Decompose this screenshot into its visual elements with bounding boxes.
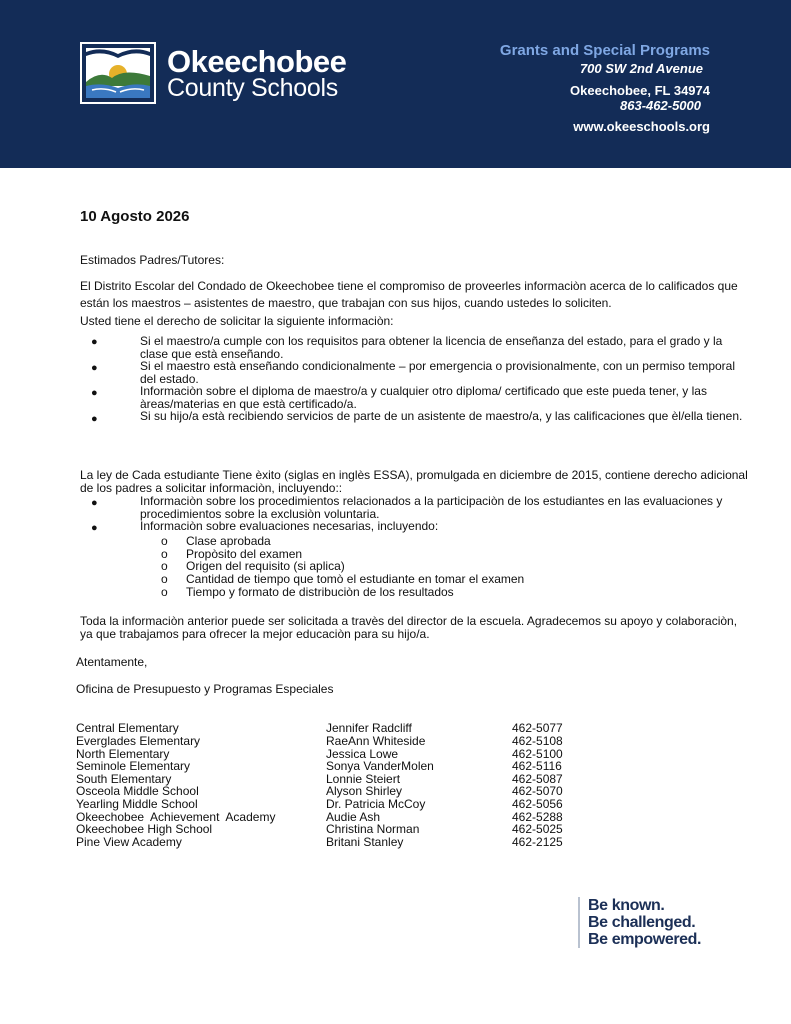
- contact-phone: 462-5288: [512, 810, 563, 824]
- school-name: Yearling Middle School: [76, 797, 198, 811]
- sub-list-item: Origen del requisito (si aplica): [186, 559, 345, 573]
- sub-list-item: Propòsito del examen: [186, 547, 303, 561]
- bullet-icon: ●: [91, 336, 98, 348]
- intro-line-2: están los maestros – asistentes de maestro, que trabajan con sus hijos, cuando ustedes lo soliciten.: [80, 296, 612, 310]
- school-name: South Elementary: [76, 772, 172, 786]
- contact-phone: 462-5077: [512, 721, 563, 735]
- contact-name: Lonnie Steiert: [326, 772, 401, 786]
- contact-phone: 462-5108: [512, 734, 563, 748]
- intro-line-3: Usted tiene el derecho de solicitar la siguiente informaciòn:: [80, 314, 394, 328]
- sub-list-item: Clase aprobada: [186, 534, 271, 548]
- contact-name: Britani Stanley: [326, 835, 404, 849]
- sub-marker: o: [161, 547, 168, 561]
- contact-name: Dr. Patricia McCoy: [326, 797, 426, 811]
- tagline-line-1: Be known.: [588, 897, 665, 914]
- letter-date: 10 Agosto 2026: [80, 208, 190, 225]
- tagline-line-2: Be challenged.: [588, 914, 696, 931]
- list-item: Si el maestro està enseñando condicionalmente – por emergencia o provisionalmente, con un permiso temporal: [140, 359, 736, 373]
- signature-office: Oficina de Presupuesto y Programas Especiales: [76, 682, 334, 696]
- contact-name: Audie Ash: [326, 810, 381, 824]
- list-item-cont: àreas/materias en que està certificado/a.: [140, 397, 357, 411]
- contact-phone: 462-5056: [512, 797, 563, 811]
- sub-list-item: Cantidad de tiempo que tomò el estudiante en tomar el examen: [186, 572, 525, 586]
- school-logo-icon: [80, 42, 156, 104]
- list-item-cont: clase que està enseñando.: [140, 347, 284, 361]
- list-item: Informaciòn sobre evaluaciones necesarias, incluyendo:: [140, 519, 439, 533]
- school-name: North Elementary: [76, 747, 170, 761]
- intro-line-1: El Distrito Escolar del Condado de Okeechobee tiene el compromiso de proveerles informaciòn acerca de lo calificados que: [80, 279, 738, 293]
- bullet-icon: ●: [91, 362, 98, 374]
- contact-name: Sonya VanderMolen: [326, 759, 434, 773]
- contact-phone: 462-5100: [512, 747, 563, 761]
- department-name: Grants and Special Programs: [499, 42, 710, 59]
- sub-marker: o: [161, 585, 168, 599]
- list-item-cont: procedimientos sobre la exclusiòn voluntaria.: [140, 507, 380, 521]
- list-item-cont: del estado.: [140, 372, 199, 386]
- closing-salutation: Atentamente,: [76, 655, 148, 669]
- closing-line-1: Toda la informaciòn anterior puede ser solicitada a travès del director de la escuela. Agradecemos su apoyo y colaboraciòn,: [80, 614, 738, 628]
- contact-name: Christina Norman: [326, 822, 420, 836]
- tagline: [578, 897, 701, 948]
- contact-name: Alyson Shirley: [326, 784, 403, 798]
- contact-phone: 462-2125: [512, 835, 563, 849]
- contact-phone: 462-5025: [512, 822, 563, 836]
- list-item: Informaciòn sobre los procedimientos relacionados a la participaciòn de los estudiantes en las evaluaciones y: [140, 494, 723, 508]
- tagline-line-3: Be empowered.: [588, 931, 702, 948]
- contact-phone: 462-5087: [512, 772, 563, 786]
- contact-name: RaeAnn Whiteside: [326, 734, 426, 748]
- list-item: Si el maestro/a cumple con los requisitos para obtener la licencia de enseñanza del estado, para el grado y la: [140, 334, 723, 348]
- contact-name: Jennifer Radcliff: [326, 721, 412, 735]
- school-name: Okeechobee High School: [76, 822, 213, 836]
- logo-wordmark-line2: County Schools: [167, 74, 338, 102]
- phone-number: 863-462-5000: [620, 98, 701, 113]
- greeting: Estimados Padres/Tutores:: [80, 253, 225, 267]
- bullet-icon: ●: [91, 522, 98, 534]
- contact-name: Jessica Lowe: [326, 747, 399, 761]
- bullet-icon: ●: [91, 497, 98, 509]
- sub-marker: o: [161, 559, 168, 573]
- school-name: Everglades Elementary: [76, 734, 201, 748]
- street-address: 700 SW 2nd Avenue: [579, 61, 703, 76]
- school-name: Osceola Middle School: [76, 784, 199, 798]
- letterhead: [0, 0, 791, 168]
- essa-line-2: de los padres a solicitar informaciòn, incluyendo::: [80, 481, 343, 495]
- website-link[interactable]: www.okeeschools.org: [573, 119, 710, 134]
- bullet-icon: ●: [91, 387, 98, 399]
- bullet-icon: ●: [91, 413, 98, 425]
- essa-line-1: La ley de Cada estudiante Tiene èxito (siglas en inglès ESSA), promulgada en diciembre de 2015, contiene derecho adicional: [80, 468, 748, 482]
- sub-marker: o: [161, 572, 168, 586]
- closing-line-2: ya que trabajamos para ofrecer la mejor educaciòn para su hijo/a.: [80, 627, 430, 641]
- logo-wordmark-line1: Okeechobee: [167, 44, 347, 79]
- contact-phone: 462-5116: [512, 759, 562, 773]
- contact-phone: 462-5070: [512, 784, 563, 798]
- school-name: Central Elementary: [76, 721, 179, 735]
- school-name: Pine View Academy: [76, 835, 182, 849]
- list-item: Informaciòn sobre el diploma de maestro/a y cualquier otro diploma/ certificado que este pueda tener, y las: [140, 384, 707, 398]
- city-state-zip: Okeechobee, FL 34974: [570, 83, 710, 98]
- list-item: Si su hijo/a està recibiendo servicios de parte de un asistente de maestro/a, y las calificaciones que èl/ella tienen.: [140, 409, 743, 423]
- sub-marker: o: [161, 534, 168, 548]
- school-name: Seminole Elementary: [76, 759, 191, 773]
- sub-list-item: Tiempo y formato de distribuciòn de los resultados: [186, 585, 454, 599]
- school-name: Okeechobee Achievement Academy: [76, 810, 276, 824]
